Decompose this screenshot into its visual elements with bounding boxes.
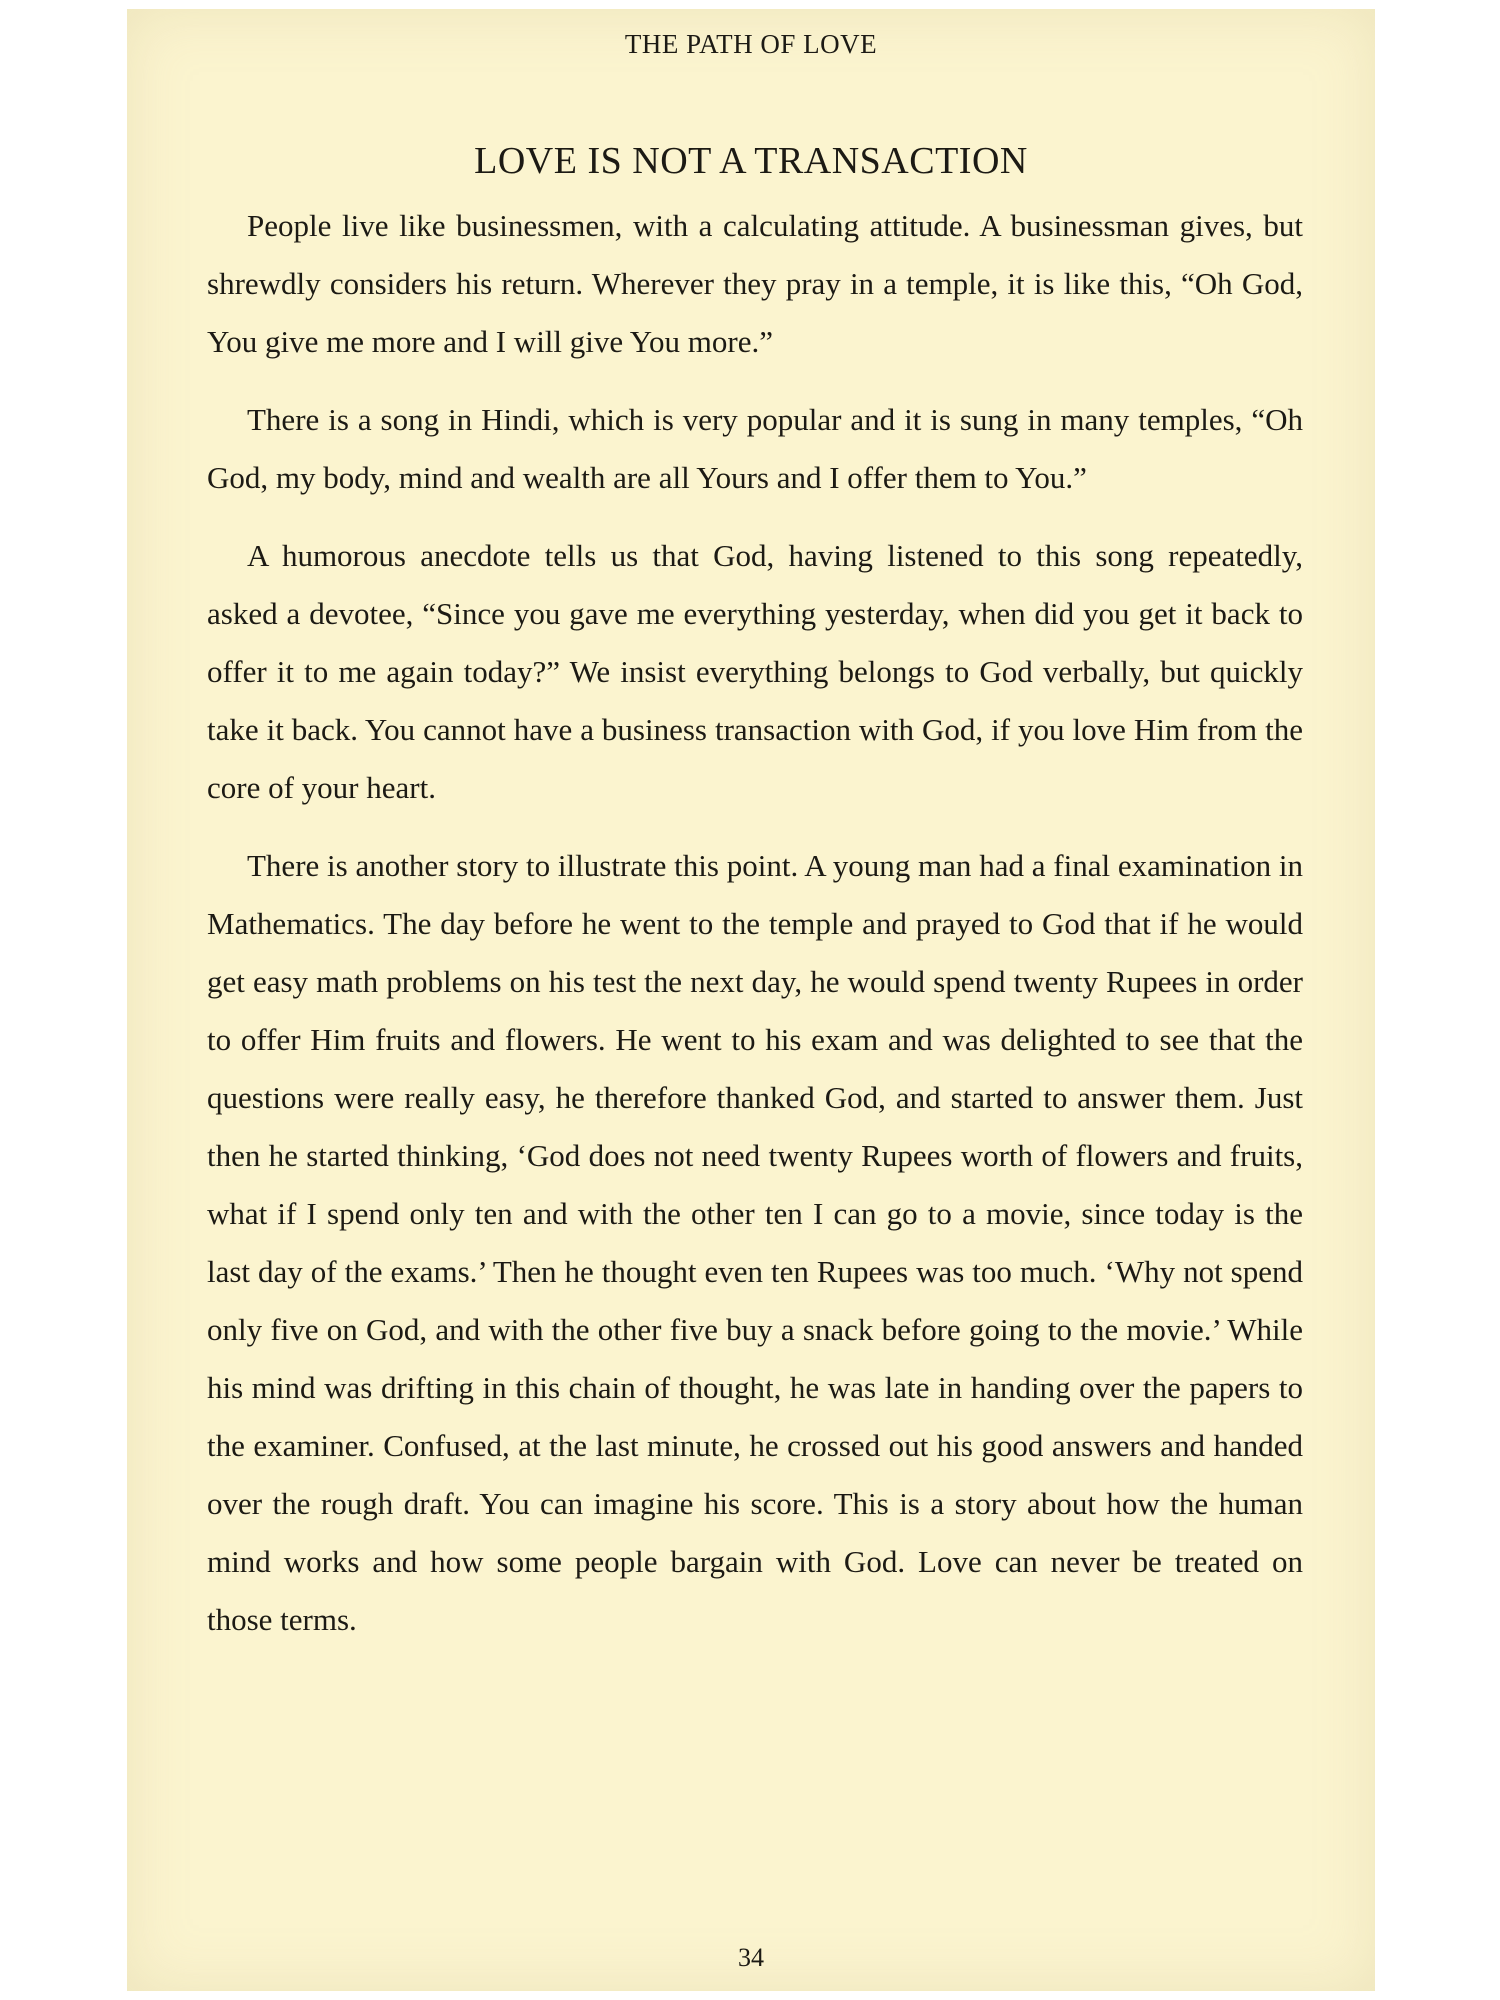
paragraph-2: There is a song in Hindi, which is very popular and it is sung in many temples, “Oh God, my body, mind and wealth are all Yours and I offer them to You.” bbox=[207, 402, 1303, 495]
book-page bbox=[127, 9, 1375, 1991]
running-head: THE PATH OF LOVE bbox=[624, 29, 878, 59]
paragraph-1: People live like businessmen, with a calculating attitude. A businessman gives, but shrewdly considers his return. Wherever they pray in a temple, it is like this, “Oh God, You give me more and I will give You more.” bbox=[207, 208, 1303, 359]
body-text bbox=[207, 197, 1303, 1669]
chapter-title: LOVE IS NOT A TRANSACTION bbox=[474, 140, 1028, 182]
paragraph-4: There is another story to illustrate this point. A young man had a final examination in Mathematics. The day before he went to the temple and prayed to God that if he would get easy math problems on his test the next day, he would spend twenty Rupees in order to offer Him fruits and flowers. He went to his exam and was delighted to see that the questions were really easy, he therefore thanked God, and started to answer them. Just then he started thinking, ‘God does not need twenty Rupees worth of flowers and fruits, what if I spend only ten and with the other ten I can go to a movie, since today is the last day of the exams.’ Then he thought even ten Rupees was too much. ‘Why not spend only five on God, and with the other five buy a snack before going to the movie.’ While his mind was drifting in this chain of thought, he was late in handing over the papers to the examiner. Confused, at the last minute, he crossed out his good answers and handed over the rough draft. You can imagine his score. This is a story about how the human mind works and how some people bargain with God. Love can never be treated on those terms. bbox=[207, 848, 1303, 1637]
page-number: 34 bbox=[738, 1943, 764, 1972]
paragraph-3: A humorous anecdote tells us that God, having listened to this song repeatedly, asked a devotee, “Since you gave me everything yesterday, when did you get it back to offer it to me again today?” We insist everything belongs to God verbally, but quickly take it back. You cannot have a business transaction with God, if you love Him from the core of your heart. bbox=[207, 538, 1303, 805]
